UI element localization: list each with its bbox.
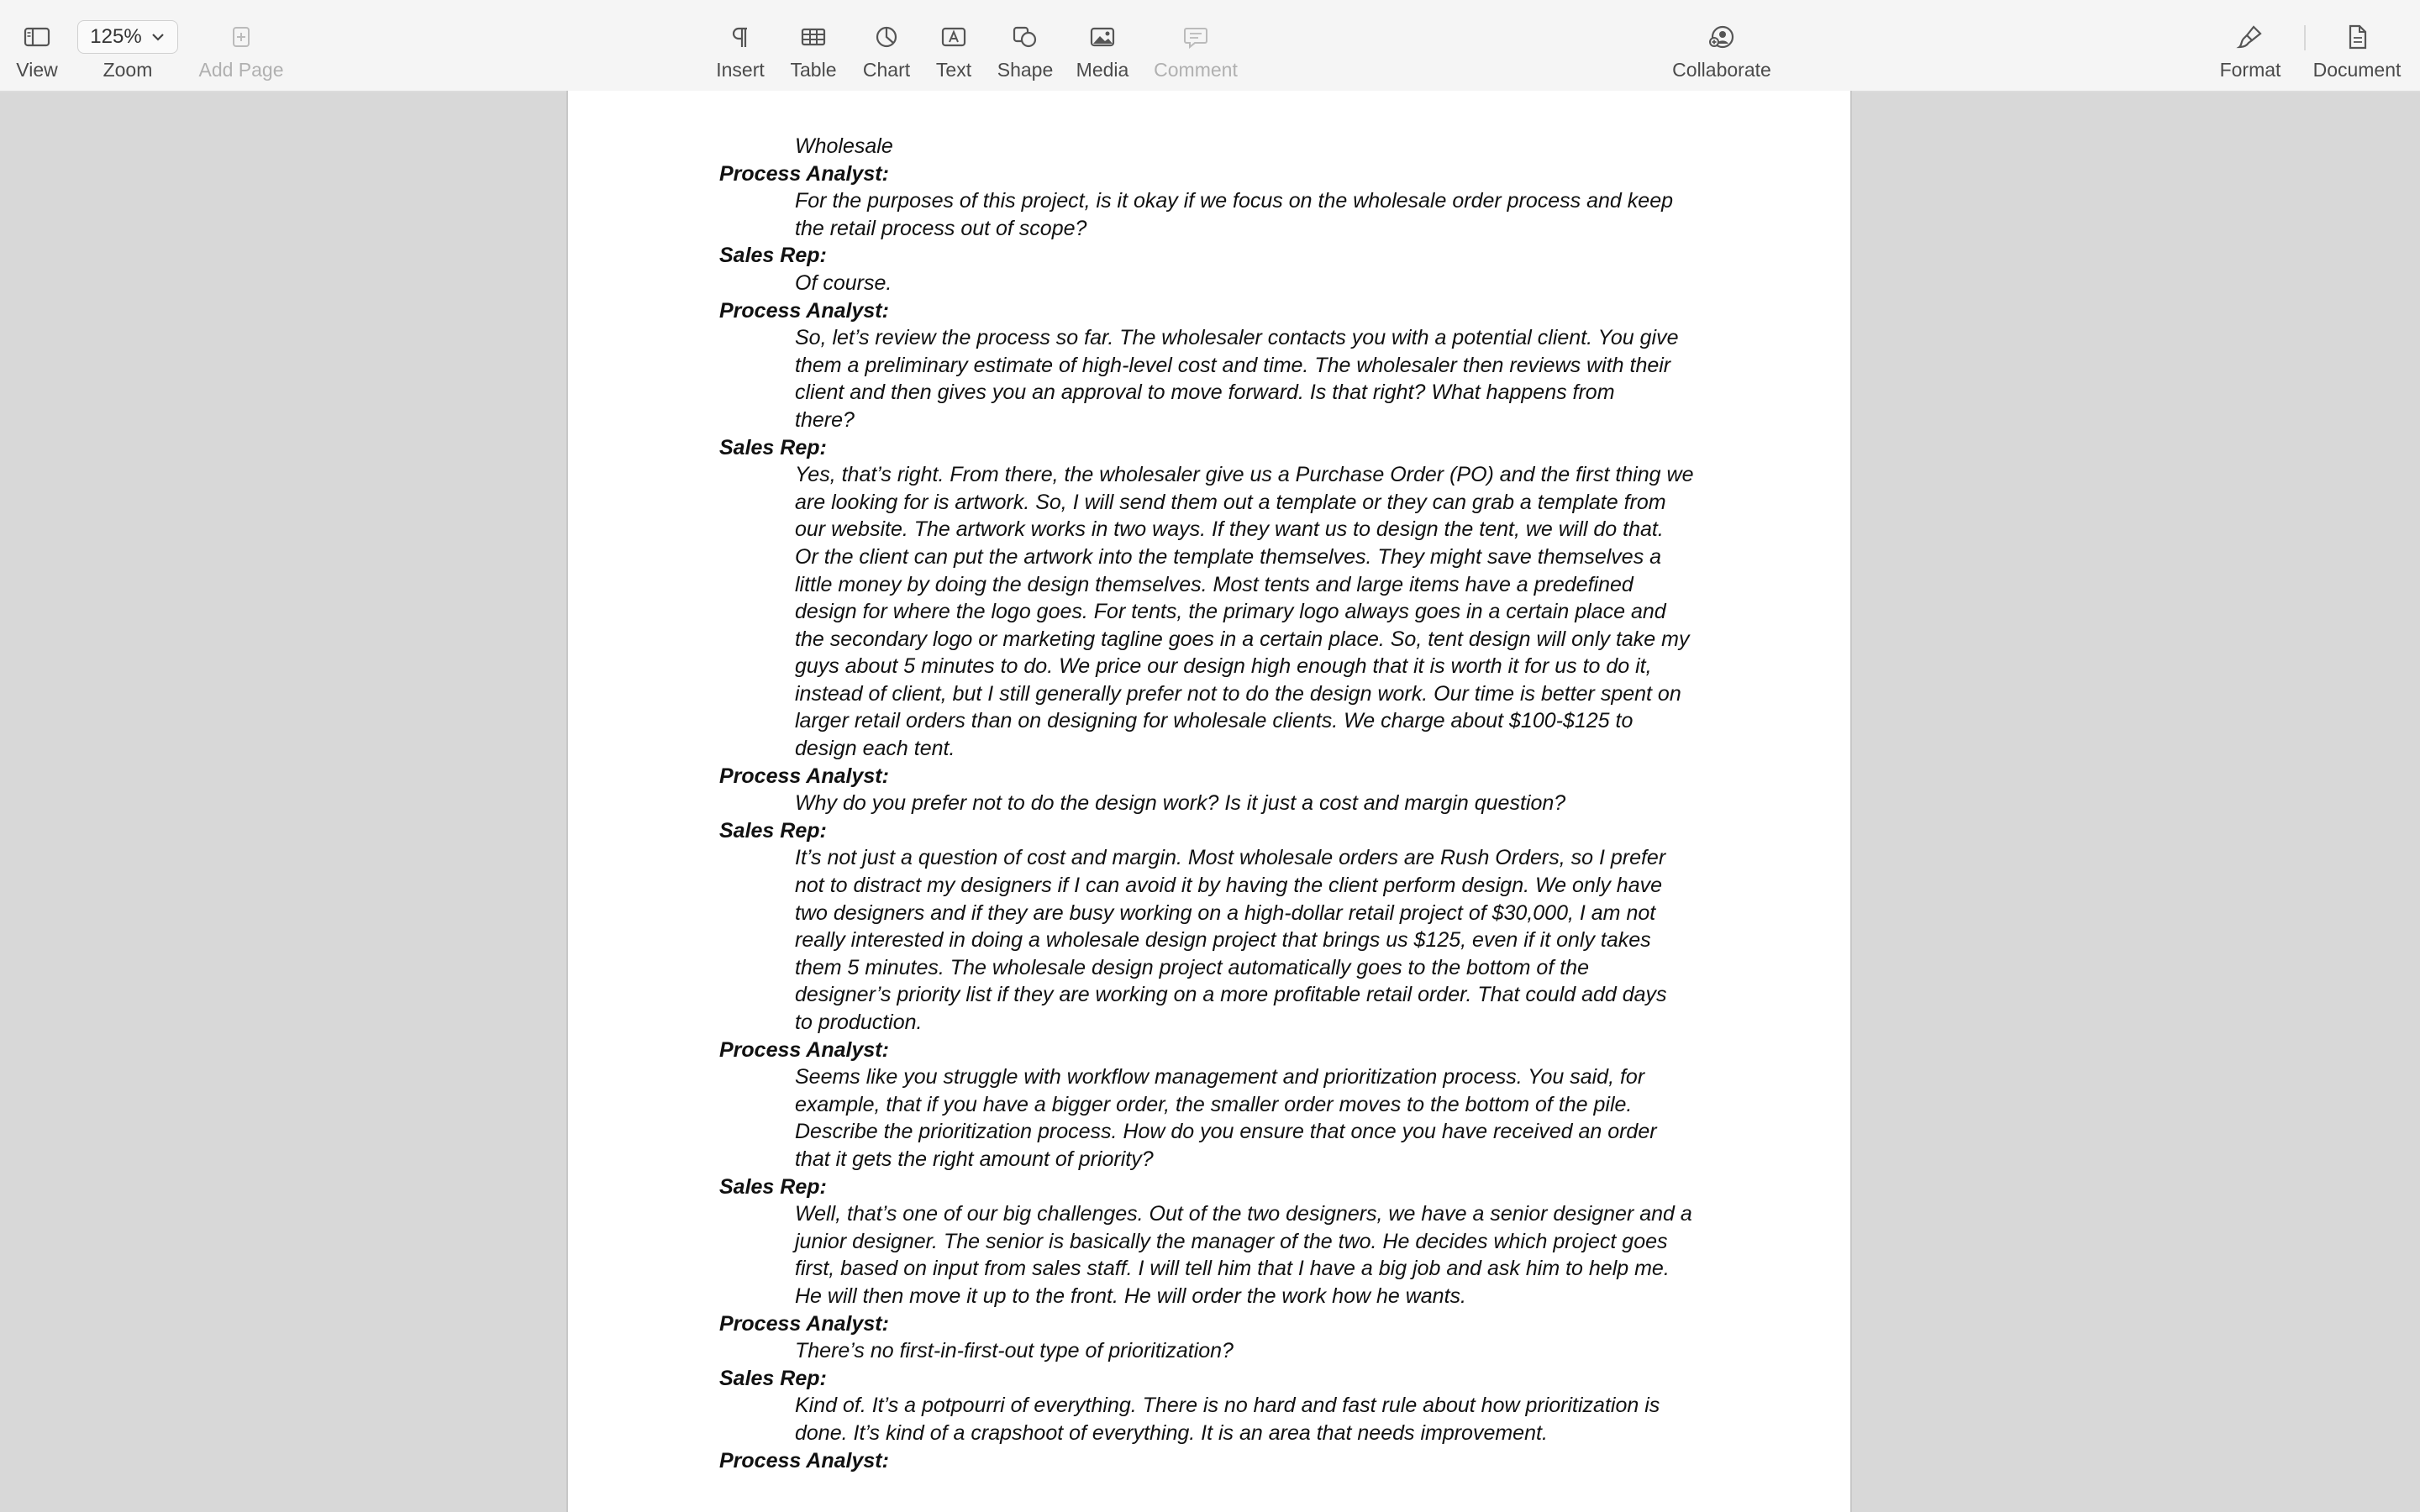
dialogue-text: Seems like you struggle with workflow management and prioritization process. You said, for example, that if you have a bigger order, the smaller order moves to the bottom of the pile. Describe the prioritization process. How do you ensure that once you have received an order that it gets the right amount of priority? — [795, 1065, 1657, 1171]
toolbar-divider — [2304, 25, 2306, 50]
speaker-label: Process Analyst: — [719, 298, 889, 323]
pie-chart-icon — [871, 17, 902, 57]
dialogue-text: Of course. — [795, 270, 892, 295]
shape-icon — [1010, 17, 1040, 57]
document-icon — [2342, 17, 2372, 57]
speaker-label: Sales Rep: — [719, 244, 827, 268]
dialogue-text: Wholesale — [795, 134, 893, 158]
zoom-control[interactable]: 125% Zoom — [77, 17, 178, 84]
chart-button[interactable]: Chart — [857, 17, 916, 84]
toolbar — [0, 0, 2420, 92]
speaker-label: Process Analyst: — [719, 1311, 889, 1336]
text-button[interactable]: Text — [929, 17, 978, 84]
dialogue-text: Kind of. It’s a potpourri of everything. There is no hard and fast rule about how prioritization is done. It’s kind of a crapshoot of everything. It is an area that needs improvement. — [795, 1394, 1660, 1445]
insert-button[interactable]: Insert — [711, 17, 770, 84]
speaker-label: Process Analyst: — [719, 764, 889, 788]
media-button[interactable]: Media — [1071, 17, 1134, 84]
table-button[interactable]: Table — [786, 17, 841, 84]
collaborate-button[interactable]: Collaborate — [1667, 17, 1776, 84]
pilcrow-icon — [725, 17, 755, 57]
speaker-label: Sales Rep: — [719, 1366, 827, 1390]
add-page-icon — [226, 17, 256, 57]
view-button[interactable]: View — [12, 17, 62, 84]
dialogue-text: Well, that’s one of our big challenges. Out of the two designers, we have a senior designer and a junior designer. The senior is basically the manager of the two. He decides which project goes first, based on input from sales staff. I will tell him that I have a big job and ask him to help me. He will then move it up to the front. He will order the work how he wants. — [795, 1202, 1692, 1308]
comment-icon — [1181, 17, 1211, 57]
shape-button[interactable]: Shape — [993, 17, 1057, 84]
dialogue-text: So, let’s review the process so far. The wholesaler contacts you with a potential client. You give them a preliminary estimate of high-level cost and time. The wholesaler then reviews with their client and then gives you an approval to move forward. Is that right? What happens from there? — [795, 326, 1679, 432]
format-button[interactable]: Format — [2215, 17, 2286, 84]
text-box-icon — [939, 17, 969, 57]
dialogue-text: There’s no first-in-first-out type of prioritization? — [795, 1339, 1234, 1363]
speaker-label: Sales Rep: — [719, 435, 827, 459]
speaker-label: Process Analyst: — [719, 161, 889, 186]
collaborate-icon — [1707, 17, 1737, 57]
dialogue-text: For the purposes of this project, is it okay if we focus on the wholesale order process and keep the retail process out of scope? — [795, 189, 1673, 240]
speaker-label: Sales Rep: — [719, 1174, 827, 1199]
document-body[interactable] — [719, 133, 1711, 1474]
speaker-label: Process Analyst: — [719, 1448, 889, 1473]
speaker-label: Process Analyst: — [719, 1037, 889, 1062]
comment-button[interactable]: Comment — [1151, 17, 1240, 84]
paintbrush-icon — [2235, 17, 2265, 57]
dialogue-text: Yes, that’s right. From there, the wholesaler give us a Purchase Order (PO) and the first thing we are looking for is artwork. So, I will send them out a template or they can grab a template from our website. The artwork works in two ways. If they want us to design the tent, we will do that. Or the client can put the artwork into the template themselves. They might save themselves a little money by doing the design themselves. Most tents and large items have a predefined design for where the logo goes. For tents, the primary logo always goes in a certain place and the secondary logo or marketing tagline goes in a certain place. So, tent design will only take my guys about 5 minutes to do. We price our design high enough that it is worth it for us to do it, instead of client, but I still generally prefer not to do the design work. Our time is better spent on larger retail orders than on designing for wholesale clients. We charge about $100-$125 to design each tent. — [795, 463, 1694, 761]
document-page[interactable] — [566, 91, 1852, 1512]
document-button[interactable]: Document — [2309, 17, 2405, 84]
photo-icon — [1087, 17, 1118, 57]
zoom-value: 125% — [90, 25, 142, 48]
dialogue-text: It’s not just a question of cost and margin. Most wholesale orders are Rush Orders, so I prefer not to distract my designers if I can avoid it by having the client perform design. We only have two designers and if they are busy working on a high-dollar retail project of $30,000, I am not really interested in doing a wholesale design project that brings us $125, even if it only takes them 5 minutes. The wholesale design project automatically goes to the bottom of the designer’s priority list if they are working on a more profitable retail order. That could add days to production. — [795, 846, 1667, 1034]
add-page-button[interactable]: Add Page — [195, 17, 287, 84]
chevron-down-icon — [150, 29, 166, 45]
speaker-label: Sales Rep: — [719, 818, 827, 843]
dialogue-text: Why do you prefer not to do the design work? Is it just a cost and margin question? — [795, 791, 1566, 816]
table-icon — [798, 17, 829, 57]
sidebar-icon — [22, 17, 52, 57]
zoom-select[interactable] — [77, 20, 178, 54]
